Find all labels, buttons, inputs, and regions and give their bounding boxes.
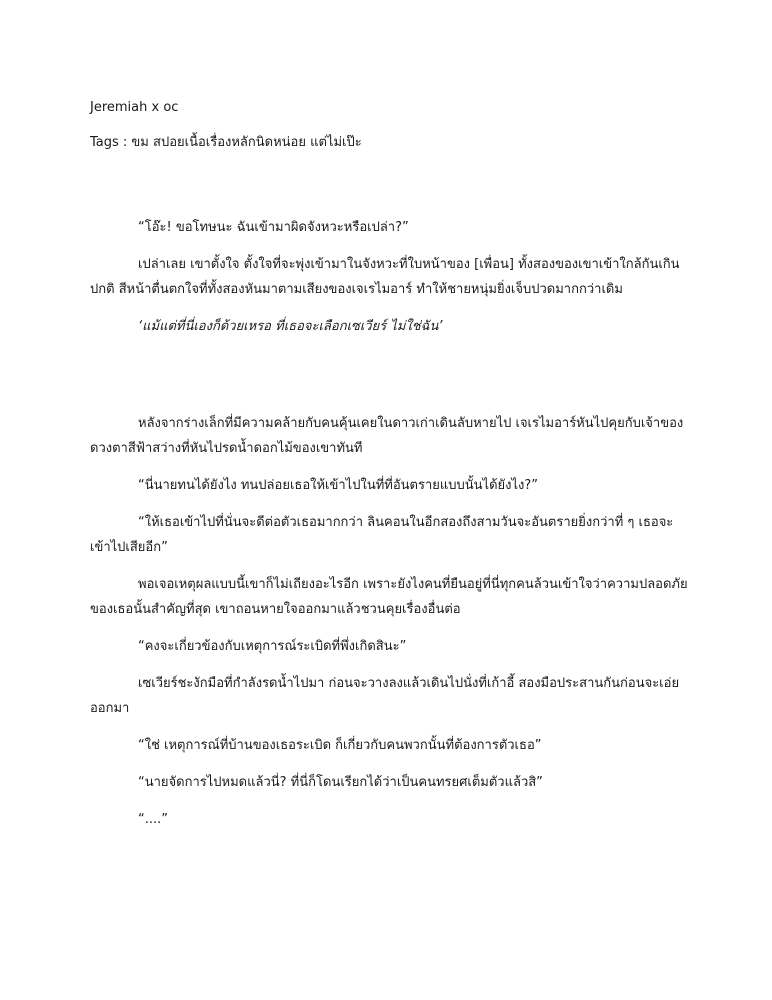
paragraph: พอเจอเหตุผลแบบนี้เขาก็ไม่เถียงอะไรอีก เพราะยังไงคนที่ยืนอยู่ที่นี่ทุกคนล้วนเข้าใจว่าความปลอดภัยของเธอนั้นสำคัญที่สุด เขาถอนหายใจออกมาแล้วชวนคุยเรื่องอื่นต่อ bbox=[90, 577, 688, 617]
italic-thought-paragraph: ‘แม้แต่ที่นี่เองก็ด้วยเหรอ ที่เธอจะเลือกเซเวียร์ ไม่ใช่ฉัน’ bbox=[138, 319, 443, 334]
paragraph: เซเวียร์ชะงักมือที่กำลังรดน้ำไปมา ก่อนจะวางลงแล้วเดินไปนั่งที่เก้าอี้ สองมือประสานกันก่อนจะเอ่ยออกมา bbox=[90, 676, 680, 716]
paragraph: เปล่าเลย เขาตั้งใจ ตั้งใจที่จะพุ่งเข้ามาในจังหวะที่ใบหน้าของ [เพื่อน] ทั้งสองของเขาเข้าใกล้กันเกินปกติ สีหน้าตื่นตกใจที่ทั้งสองหันมาตามเสียงของเจเรไมอาร์ ทำให้ชายหนุ่มยิ่งเจ็บปวดมากกว่าเดิม bbox=[90, 257, 680, 297]
paragraph: “คงจะเกี่ยวข้องกับเหตุการณ์ระเบิดที่พึ่งเกิดสินะ” bbox=[138, 639, 407, 654]
paragraph: “นายจัดการไปหมดแล้วนี่? ที่นี่ก็โดนเรียกได้ว่าเป็นคนทรยศเต็มตัวแล้วสิ” bbox=[138, 775, 543, 790]
document-title: Jeremiah x oc bbox=[90, 100, 179, 115]
document-page bbox=[90, 95, 690, 844]
paragraph: “ใช่ เหตุการณ์ที่บ้านของเธอระเบิด ก็เกี่ยวกับคนพวกนั้นที่ต้องการตัวเธอ” bbox=[138, 738, 542, 753]
paragraph: หลังจากร่างเล็กที่มีความคล้ายกับคนคุ้นเคยในดาวเก่าเดินลับหายไป เจเรไมอาร์หันไปคุยกับเจ้าของดวงตาสีฟ้าสว่างที่หันไปรดน้ำดอกไม้ของเขาทันที bbox=[90, 416, 684, 456]
paragraph: “โอ๊ะ! ขอโทษนะ ฉันเข้ามาผิดจังหวะหรือเปล่า?” bbox=[138, 220, 409, 235]
paragraph: “....” bbox=[138, 812, 168, 827]
paragraph: “นี่นายทนได้ยังไง ทนปล่อยเธอให้เข้าไปในที่ที่อันตรายแบบนั้นได้ยังไง?” bbox=[138, 478, 538, 493]
paragraph: “ให้เธอเข้าไปที่นั่นจะดีต่อตัวเธอมากกว่า ลินคอนในอีกสองถึงสามวันจะอันตรายยิ่งกว่าที่ ๆ เธอจะเข้าไปเสียอีก” bbox=[90, 515, 674, 555]
document-tags: Tags : ขม สปอยเนื้อเรื่องหลักนิดหน่อย แต่ไม่เป๊ะ bbox=[90, 135, 362, 150]
